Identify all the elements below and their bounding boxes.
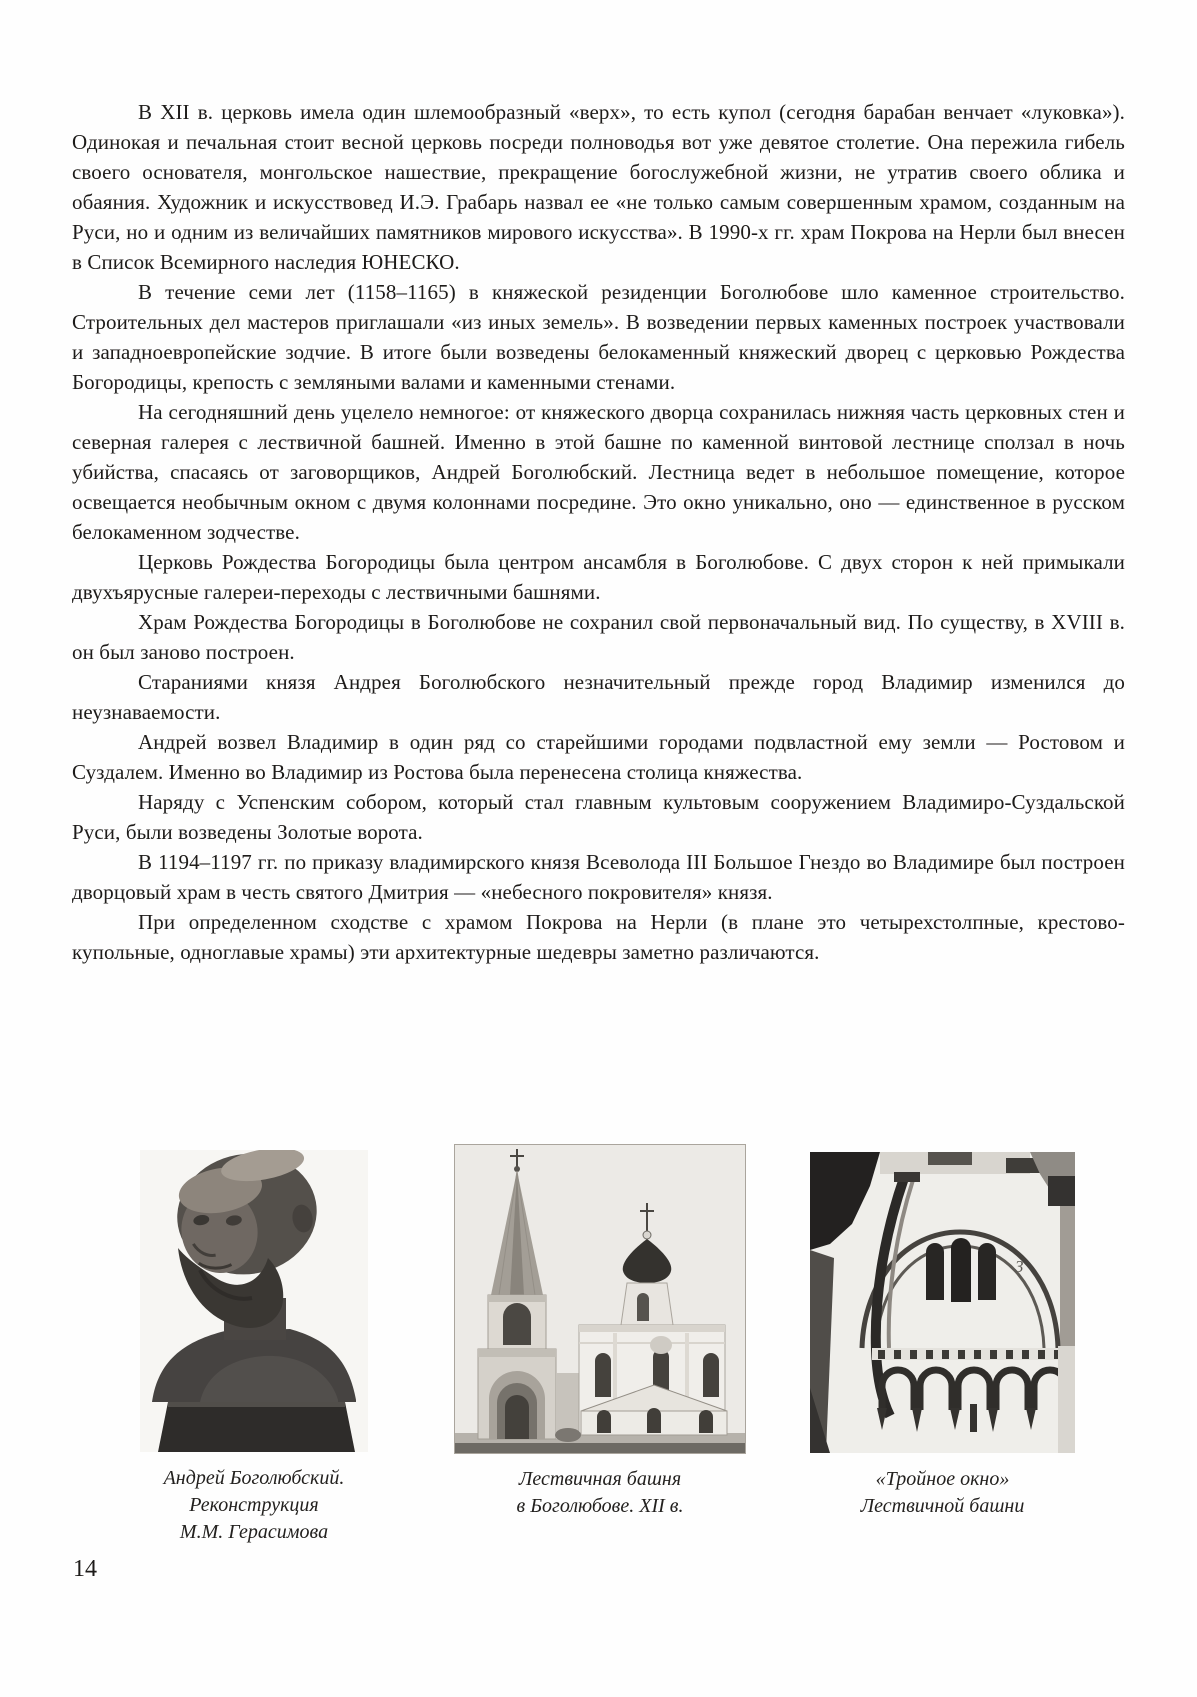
paragraph: Наряду с Успенским собором, который стал главным культовым сооружением Владимиро-Суздальской Руси, были возведены Золотые ворота. <box>72 790 1125 844</box>
paragraph: На сегодняшний день уцелело немногое: от княжеского дворца сохранилась нижняя часть церковных стен и северная галерея с лествичной башней. Именно в этой башне по каменной винтовой лестнице сползал в ночь убийства, спасаясь от заговорщиков, Андрей Боголюбский. Лестница ведет в небольшое помещение, которое освещается необычным окном с двумя колоннами посредине. Это окно уникально, оно — единственное в русском белокаменном зодчестве. <box>72 400 1125 544</box>
paragraph: При определенном сходстве с храмом Покрова на Нерли (в плане это четырехстолпные, крестово-купольные, одноглавые храмы) эти архитектурные шедевры заметно различаются. <box>72 910 1125 964</box>
figure-caption <box>455 1466 745 1520</box>
caption-line: в Боголюбове. XII в. <box>516 1495 684 1517</box>
paragraph: Храм Рождества Богородицы в Боголюбове не сохранил свой первоначальный вид. По существу, в XVIII в. он был заново построен. <box>72 610 1125 664</box>
paragraph: Стараниями князя Андрея Боголюбского незначительный прежде город Владимир изменился до неузнаваемости. <box>72 670 1125 724</box>
bust-photo <box>140 1150 368 1452</box>
paragraph: Андрей возвел Владимир в один ряд со старейшими городами подвластной ему земли — Ростовом и Суздалем. Именно во Владимир из Ростова была перенесена столица княжества. <box>72 730 1125 784</box>
caption-line: Лествичная башня <box>518 1468 682 1490</box>
caption-line: «Тройное окно» <box>875 1468 1010 1490</box>
paragraph: Церковь Рождества Богородицы была центром ансамбля в Боголюбове. С двух сторон к ней примыкали двухъярусные галереи-переходы с лествичными башнями. <box>72 550 1125 604</box>
page-number: 14 <box>73 1556 97 1582</box>
article-text <box>72 97 1125 967</box>
figure-triple-window <box>810 1152 1075 1520</box>
caption-line: М.М. Герасимова <box>179 1521 329 1543</box>
caption-line: Лествичной башни <box>860 1495 1025 1517</box>
figure-staircase-tower <box>455 1145 745 1520</box>
triple-window-photo <box>810 1152 1075 1453</box>
figure-caption <box>140 1465 368 1546</box>
caption-line: Андрей Боголюбский. <box>163 1467 345 1489</box>
figure-bust-bogolyubsky <box>140 1150 368 1546</box>
figure-caption <box>810 1466 1075 1520</box>
caption-line: Реконструкция <box>189 1494 319 1516</box>
paragraph: В течение семи лет (1158–1165) в княжеской резиденции Боголюбове шло каменное строительство. Строительных дел мастеров приглашали «из иных земель». В возведении первых каменных построек участвовали и западноевропейские зодчие. В итоге были возведены белокаменный княжеский дворец с церковью Рождества Богородицы, крепость с земляными валами и каменными стенами. <box>72 280 1125 394</box>
paragraph: В XII в. церковь имела один шлемообразный «верх», то есть купол (сегодня барабан венчает «луковка»). Одинокая и печальная стоит весной церковь посреди полноводья вот уже девятое столетие. Она пережила гибель своего основателя, монгольское нашествие, прекращение богослужебной жизни, не утратив своего облика и обаяния. Художник и искусствовед И.Э. Грабарь назвал ее «не только самым совершенным храмом, созданным на Руси, но и одним из величайших памятников мирового искусства». В 1990-х гг. храм Покрова на Нерли был внесен в Список Всемирного наследия ЮНЕСКО. <box>72 100 1125 274</box>
paragraph: В 1194–1197 гг. по приказу владимирского князя Всеволода III Большое Гнездо во Владимире был построен дворцовый храм в честь святого Дмитрия — «небесного покровителя» князя. <box>72 850 1125 904</box>
staircase-tower-photo <box>455 1145 745 1453</box>
svg-text:3: 3 <box>1015 1257 1024 1276</box>
